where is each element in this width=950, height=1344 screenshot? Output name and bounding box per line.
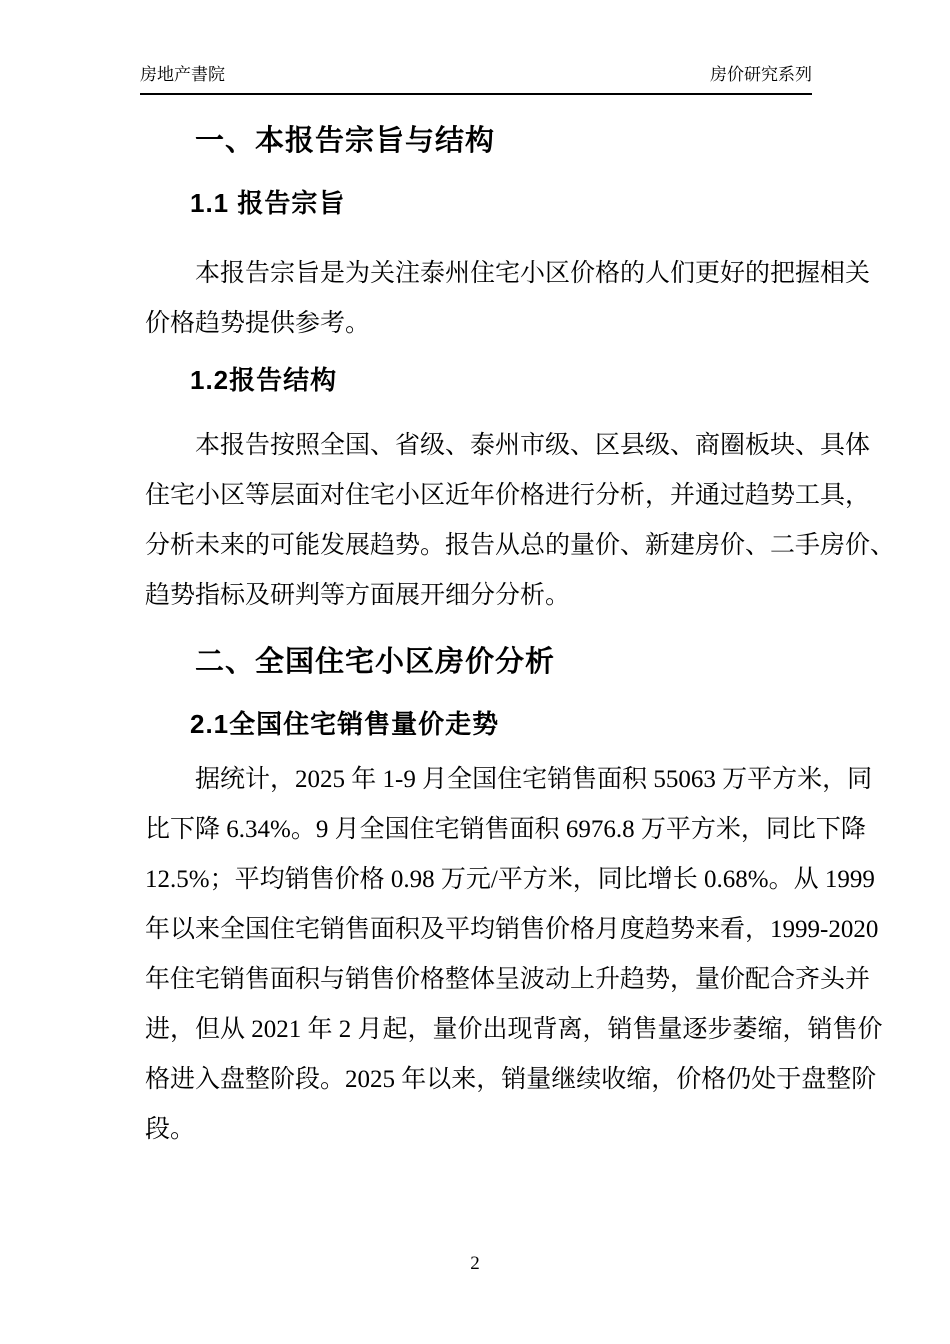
section-heading-report-purpose-structure: 一、本报告宗旨与结构 (195, 125, 496, 157)
text-line: 本报告宗旨是为关注泰州住宅小区价格的人们更好的把握相关 (195, 260, 871, 287)
subsection-heading-report-purpose: 1.1 报告宗旨 (190, 188, 346, 218)
text-line: 据统计，2025 年 1-9 月全国住宅销售面积 55063 万平方米，同 (195, 766, 873, 793)
paragraph-national-sales-statistics (145, 755, 883, 1155)
text-line: 趋势指标及研判等方面展开细分分析。 (145, 582, 571, 609)
text-line: 本报告按照全国、省级、泰州市级、区县级、商圈板块、具体 (195, 432, 871, 459)
header-left-text: 房地产書院 (140, 65, 225, 84)
text-line: 分析未来的可能发展趋势。报告从总的量价、新建房价、二手房价、 (145, 532, 896, 559)
text-line: 12.5%；平均销售价格 0.98 万元/平方米，同比增长 0.68%。从 1999 (145, 866, 875, 893)
paragraph-report-purpose (145, 249, 871, 349)
header-right-text: 房价研究系列 (710, 65, 812, 84)
text-line: 进，但从 2021 年 2 月起，量价出现背离，销售量逐步萎缩，销售价 (145, 1016, 883, 1043)
page-footer (0, 1252, 950, 1276)
text-line: 年以来全国住宅销售面积及平均销售价格月度趋势来看，1999-2020 (145, 916, 879, 943)
section-heading-national-housing-price-analysis: 二、全国住宅小区房价分析 (195, 646, 556, 678)
text-line: 比下降 6.34%。9 月全国住宅销售面积 6976.8 万平方米，同比下降 (145, 816, 866, 843)
document-body (145, 0, 896, 1155)
text-line: 价格趋势提供参考。 (145, 310, 371, 337)
subsection-heading-national-sales-volume-price-trend: 2.1全国住宅销售量价走势 (190, 709, 500, 739)
subsection-heading-report-structure: 1.2报告结构 (190, 365, 338, 395)
text-line: 段。 (145, 1116, 196, 1143)
text-line: 年住宅销售面积与销售价格整体呈波动上升趋势，量价配合齐头并 (145, 966, 871, 993)
text-line: 格进入盘整阶段。2025 年以来，销量继续收缩，价格仍处于盘整阶 (145, 1066, 877, 1093)
text-line: 住宅小区等层面对住宅小区近年价格进行分析，并通过趋势工具， (145, 482, 871, 509)
paragraph-report-structure (145, 421, 896, 621)
page-number: 2 (470, 1253, 480, 1274)
